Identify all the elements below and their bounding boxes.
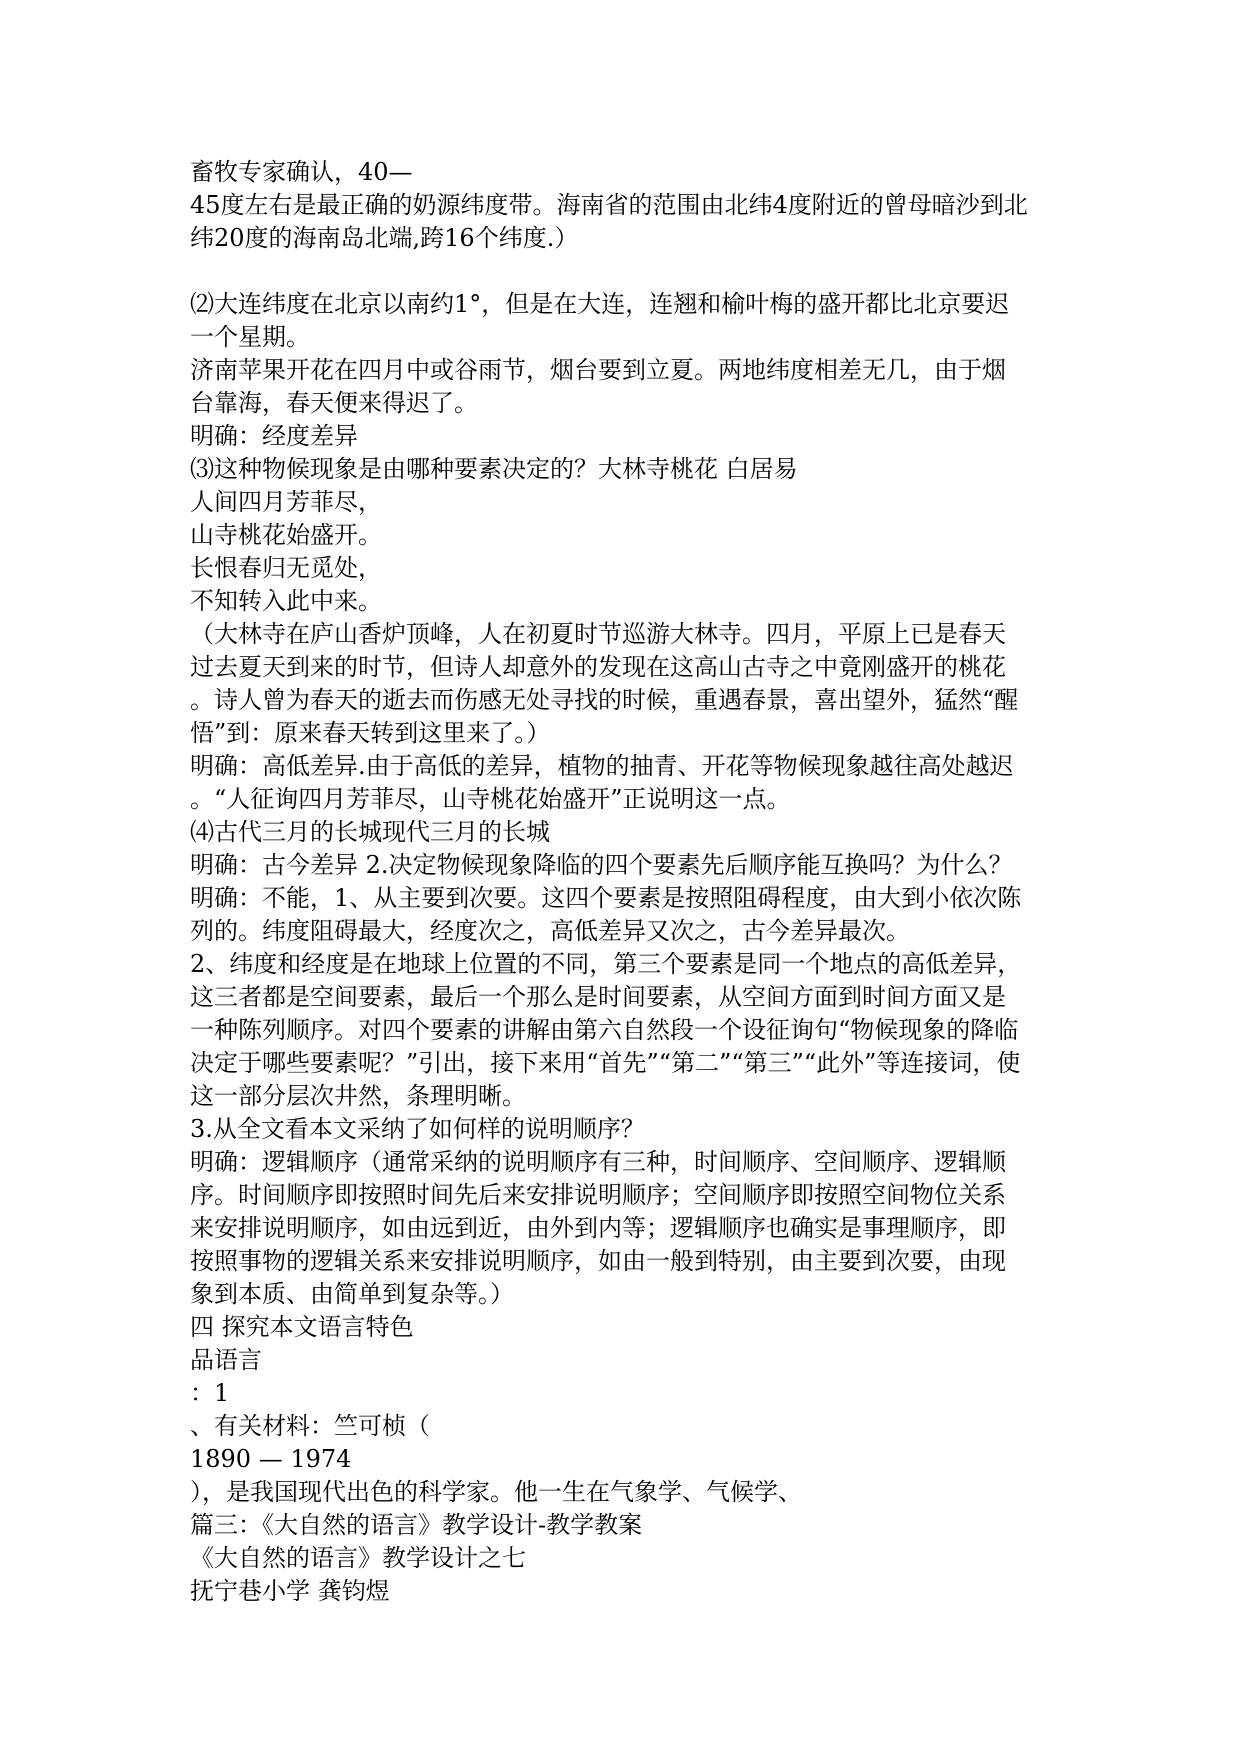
text-line: 。“人征询四月芳菲尽，山寺桃花始盛开”正说明这一点。 xyxy=(190,785,791,813)
text-line: 济南苹果开花在四月中或谷雨节，烟台要到立夏。两地纬度相差无几，由于烟 xyxy=(190,356,1006,384)
document-body xyxy=(190,156,1070,1608)
text-line: 畜牧专家确认，40— xyxy=(190,158,413,186)
poem-line: 山寺桃花始盛开。 xyxy=(190,521,382,549)
text-line: 明确：古今差异 2.决定物候现象降临的四个要素先后顺序能互换吗？为什么？ xyxy=(190,851,1013,879)
text-line: 明确：不能，1、从主要到次要。这四个要素是按照阻碍程度，由大到小依次陈 xyxy=(190,884,1022,912)
text-line: 决定于哪些要素呢？”引出，接下来用“首先”“第二”“第三”“此外”等连接词，使 xyxy=(190,1049,1021,1077)
author-line: 抚宁巷小学 龚钧煜 xyxy=(190,1577,390,1605)
text-line: 一种陈列顺序。对四个要素的讲解由第六自然段一个设征询句“物候现象的降临 xyxy=(190,1016,1019,1044)
text-line: 过去夏天到来的时节，但诗人却意外的发现在这高山古寺之中竟刚盛开的桃花 xyxy=(190,653,1006,681)
text-line: 台靠海，春天便来得迟了。 xyxy=(190,389,478,417)
text-line: 明确：逻辑顺序（通常采纳的说明顺序有三种，时间顺序、空间顺序、逻辑顺 xyxy=(190,1148,1006,1176)
text-line: 。诗人曾为春天的逝去而伤感无处寻找的时候，重遇春景，喜出望外，猛然“醒 xyxy=(190,686,1019,714)
poem-line: 人间四月芳菲尽， xyxy=(190,488,382,516)
text-line: 明确：高低差异.由于高低的差异，植物的抽青、开花等物候现象越往高处越迟 xyxy=(190,752,1014,780)
text-line: 列的。纬度阻碍最大，经度次之，高低差异又次之，古今差异最次。 xyxy=(190,917,910,945)
text-line: 序。时间顺序即按照时间先后来安排说明顺序；空间顺序即按照空间物位关系 xyxy=(190,1181,1006,1209)
text-line: 这三者都是空间要素，最后一个那么是时间要素，从空间方面到时间方面又是 xyxy=(190,983,1006,1011)
text-line: 这一部分层次井然，条理明晰。 xyxy=(190,1082,526,1110)
blank-line xyxy=(190,255,1070,288)
text-line: 、有关材料：竺可桢（ xyxy=(190,1412,430,1440)
text-line: ⑶这种物候现象是由哪种要素决定的？大林寺桃花 白居易 xyxy=(190,455,798,483)
text-line: 3.从全文看本文采纳了如何样的说明顺序？ xyxy=(190,1115,645,1143)
text-line: （大林寺在庐山香炉顶峰，人在初夏时节巡游大林寺。四月，平原上已是春天 xyxy=(190,620,1006,648)
text-line: 来安排说明顺序，如由远到近，由外到内等；逻辑顺序也确实是事理顺序，即 xyxy=(190,1214,1006,1242)
text-line: ⑵大连纬度在北京以南约1°，但是在大连，连翘和榆叶梅的盛开都比北京要迟 xyxy=(190,290,1010,318)
text-line: 象到本质、由简单到复杂等。） xyxy=(190,1280,514,1308)
text-line: ），是我国现代出色的科学家。他一生在气象学、气候学、 xyxy=(190,1478,802,1506)
poem-line: 不知转入此中来。 xyxy=(190,587,382,615)
poem-line: 长恨春归无觅处， xyxy=(190,554,382,582)
section-heading: 篇三：《大自然的语言》教学设计-教学教案 xyxy=(190,1511,643,1539)
text-line: 纬20度的海南岛北端,跨16个纬度.） xyxy=(190,224,579,252)
text-line: 明确：经度差异 xyxy=(190,422,358,450)
text-line: 品语言 xyxy=(190,1346,262,1374)
section-heading: 四 探究本文语言特色 xyxy=(190,1313,414,1341)
text-line: 2、纬度和经度是在地球上位置的不同，第三个要素是同一个地点的高低差异， xyxy=(190,950,1022,978)
text-line: 按照事物的逻辑关系来安排说明顺序，如由一般到特别，由主要到次要，由现 xyxy=(190,1247,1006,1275)
text-line: 45度左右是最正确的奶源纬度带。海南省的范围由北纬4度附近的曾母暗沙到北 xyxy=(190,191,1028,219)
text-line: ⑷古代三月的长城现代三月的长城 xyxy=(190,818,550,846)
text-line: 悟”到：原来春天转到这里来了。） xyxy=(190,719,551,747)
text-line: ：1 xyxy=(190,1379,230,1407)
text-line: 1890 — 1974 xyxy=(190,1445,352,1473)
text-line: 一个星期。 xyxy=(190,323,310,351)
text-line: 《大自然的语言》教学设计之七 xyxy=(190,1544,526,1572)
